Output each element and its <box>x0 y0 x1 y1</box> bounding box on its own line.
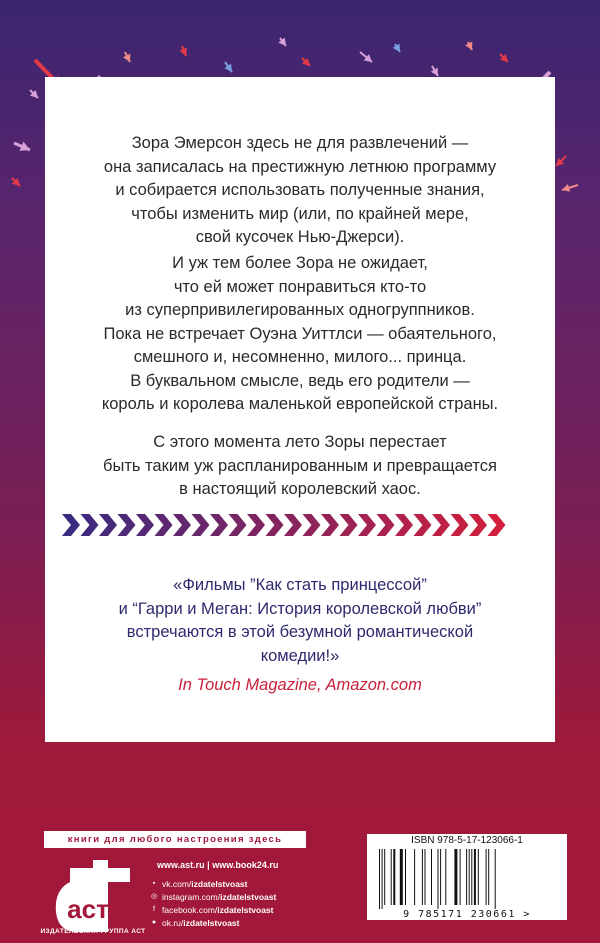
logo-text: аст <box>67 894 109 924</box>
facebook-icon: f <box>153 905 155 913</box>
chevron-mark <box>432 514 450 536</box>
publisher-name: ИЗДАТЕЛЬСКАЯ ГРУППА АСТ <box>40 928 146 935</box>
blurb-line: что ей может понравиться кто-то <box>173 277 427 296</box>
social-handle: izdatelstvoast <box>183 917 240 928</box>
quote-line: встречаются в этой безумной романтической <box>126 623 474 641</box>
blurb-line: король и королева маленькой европейской страны. <box>101 395 499 413</box>
isbn-number: ISBN 978-5-17-123066-1 <box>411 835 523 846</box>
barcode-bar <box>445 849 446 905</box>
chevron-mark <box>81 514 99 536</box>
barcode-bar <box>440 849 441 905</box>
social-handle: izdatelstvoast <box>220 891 277 902</box>
quote-line: комедии!» <box>260 646 340 665</box>
barcode-bar <box>460 849 461 905</box>
barcode-bar <box>425 849 426 905</box>
social-prefix: vk.com/ <box>162 878 192 889</box>
barcode-bar <box>414 849 415 905</box>
barcode-bar <box>405 849 406 905</box>
barcode-bar <box>486 849 487 905</box>
barcode-bar <box>400 849 403 905</box>
blurb-line: Зора Эмерсон здесь не для развлечений — <box>131 134 469 152</box>
blurb-line: В буквальном смысле, ведь его родители — <box>130 371 470 390</box>
chevron-mark <box>377 514 395 536</box>
chevron-mark <box>395 514 413 536</box>
barcode-bar <box>474 849 476 905</box>
quote-line: «Фильмы ”Как стать принцессой” <box>173 576 427 594</box>
barcode-bar <box>391 849 392 905</box>
chevron-mark <box>414 514 432 536</box>
barcode-bar <box>431 849 432 905</box>
social-link-odnoklassniki[interactable] <box>150 916 340 929</box>
blurb-line: быть таким уж распланированным и превращается <box>103 456 497 475</box>
review-quote <box>45 574 555 668</box>
blurb-paragraph-2 <box>45 252 555 417</box>
chevron-mark <box>488 514 506 536</box>
social-handle: izdatelstvoast <box>191 878 248 889</box>
barcode-bar <box>495 849 496 909</box>
social-handle: izdatelstvoast <box>217 904 274 915</box>
blurb-paragraph-1 <box>45 132 555 250</box>
barcode-bar <box>488 849 489 905</box>
barcode-bar <box>379 849 380 909</box>
blurb-line: И уж тем более Зора не ожидает, <box>172 254 428 272</box>
chevron-mark <box>321 514 339 536</box>
blurb-line: она записалась на престижную летнюю программу <box>103 157 497 176</box>
chevron-divider <box>62 510 522 540</box>
blurb-panel <box>45 77 555 742</box>
social-prefix: facebook.com/ <box>162 904 218 915</box>
quote-line: и “Гарри и Меган: История королевской любви” <box>118 599 482 618</box>
chevron-mark <box>155 514 173 536</box>
odnoklassniki-icon: ● <box>151 918 157 926</box>
blurb-paragraph-3 <box>45 431 555 502</box>
barcode-bar <box>454 849 457 905</box>
barcode <box>377 849 562 909</box>
chevron-mark <box>173 514 191 536</box>
social-link-vk[interactable] <box>150 877 340 890</box>
social-link-instagram[interactable] <box>150 890 340 903</box>
chevron-mark <box>247 514 265 536</box>
chevron-mark <box>229 514 247 536</box>
barcode-bar <box>466 849 467 905</box>
chevron-mark <box>469 514 487 536</box>
barcode-bar <box>384 849 385 905</box>
chevron-mark <box>451 514 469 536</box>
social-link-facebook[interactable] <box>150 903 340 916</box>
barcode-digits: 9 785171 230661 > <box>403 909 531 920</box>
quote-source: In Touch Magazine, Amazon.com <box>178 676 422 694</box>
barcode-bar <box>471 849 472 905</box>
publisher-websites[interactable]: www.ast.ru | www.book24.ru <box>157 860 279 870</box>
blurb-line: смешного и, несомненно, милого... принца. <box>133 348 467 366</box>
ast-logo <box>48 860 138 935</box>
barcode-bar <box>469 849 470 905</box>
chevron-mark <box>192 514 210 536</box>
chevron-mark <box>340 514 358 536</box>
vk-icon: ▪ <box>152 879 156 887</box>
blurb-line: свой кусочек Нью-Джерси). <box>195 228 405 246</box>
chevron-mark <box>358 514 376 536</box>
chevron-mark <box>118 514 136 536</box>
social-links <box>150 877 340 929</box>
instagram-icon: ◎ <box>150 892 158 900</box>
barcode-bar <box>382 849 383 909</box>
barcode-bar <box>438 849 439 909</box>
isbn-barcode-block <box>367 834 567 920</box>
chevron-mark <box>99 514 117 536</box>
publisher-tagline: книги для любого настроения здесь <box>44 831 306 848</box>
social-prefix: ok.ru/ <box>162 917 184 928</box>
social-prefix: instagram.com/ <box>162 891 221 902</box>
chevron-mark <box>303 514 321 536</box>
chevron-mark <box>62 514 80 536</box>
blurb-line: Пока не встречает Оуэна Уиттлси — обаятельного, <box>103 324 497 343</box>
blurb-line: из суперпривилегированных одногруппников. <box>125 301 475 319</box>
publisher-footer <box>0 820 600 943</box>
blurb-line: и собирается использовать полученные знания, <box>115 181 485 199</box>
barcode-bar <box>393 849 395 905</box>
chevron-mark <box>210 514 228 536</box>
blurb-line: в настоящий королевский хаос. <box>179 480 421 498</box>
chevron-mark <box>136 514 154 536</box>
barcode-bar <box>422 849 423 905</box>
chevron-mark <box>266 514 284 536</box>
barcode-bar <box>478 849 479 905</box>
chevron-mark <box>284 514 302 536</box>
blurb-line: чтобы изменить мир (или, по крайней мере, <box>131 204 469 223</box>
blurb-line: С этого момента лето Зоры перестает <box>153 433 447 451</box>
